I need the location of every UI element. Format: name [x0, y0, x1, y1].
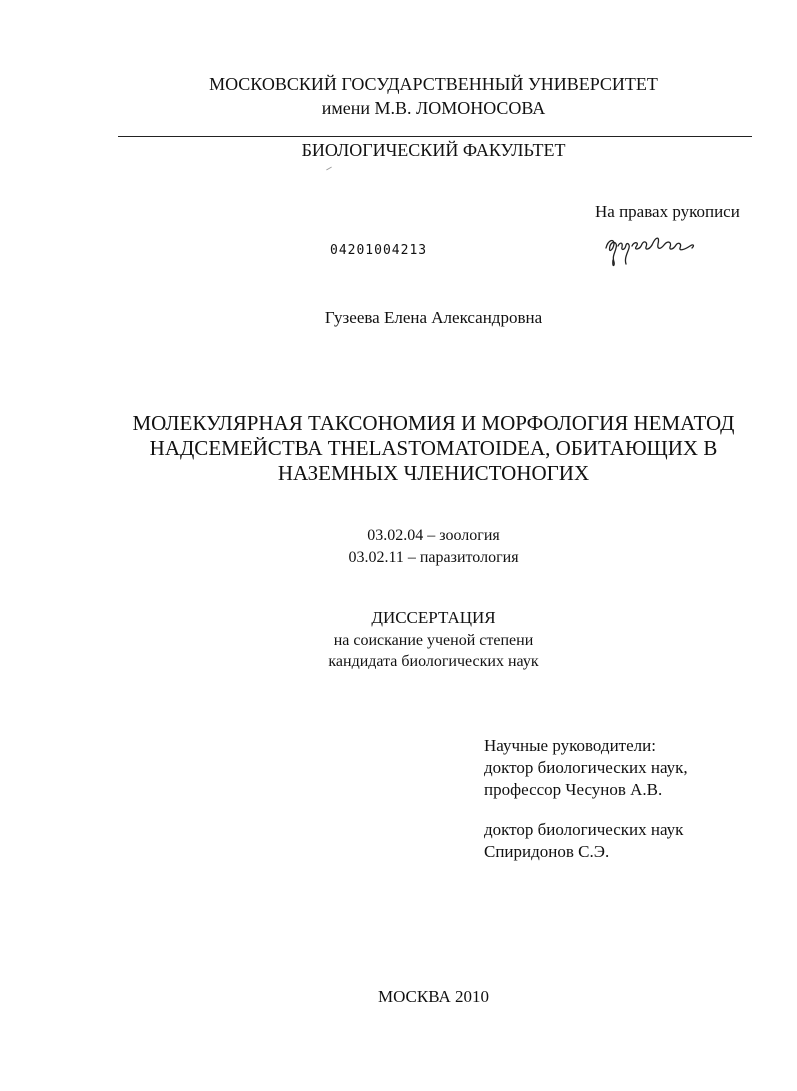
- degree-line-1: на соискание ученой степени: [333, 632, 534, 649]
- supervisor-2-degree: доктор биологических наук: [484, 820, 684, 839]
- supervisor-1-degree: доктор биологических наук,: [484, 758, 688, 777]
- supervisor-1-name: профессор Чесунов А.В.: [484, 780, 663, 799]
- signature-image: [600, 226, 700, 276]
- university-name: МОСКОВСКИЙ ГОСУДАРСТВЕННЫЙ УНИВЕРСИТЕТ: [209, 74, 658, 94]
- scan-mark: [326, 167, 332, 171]
- faculty-name: БИОЛОГИЧЕСКИЙ ФАКУЛЬТЕТ: [301, 140, 566, 160]
- manuscript-note: На правах рукописи: [595, 202, 740, 221]
- thesis-title-line-1: МОЛЕКУЛЯРНАЯ ТАКСОНОМИЯ И МОРФОЛОГИЯ НЕМАТОД: [132, 411, 735, 435]
- university-honorific: имени М.В. ЛОМОНОСОВА: [321, 98, 546, 118]
- author-signature: [600, 226, 700, 281]
- dissertation-heading: ДИССЕРТАЦИЯ: [371, 608, 496, 627]
- header-divider: [118, 136, 752, 137]
- supervisor-2-name: Спиридонов С.Э.: [484, 842, 610, 861]
- thesis-title-line-3: НАЗЕМНЫХ ЧЛЕНИСТОНОГИХ: [277, 461, 590, 485]
- catalog-code: 04201004213: [330, 243, 428, 258]
- specialty-code-1: 03.02.04 – зоология: [367, 527, 500, 544]
- city-year: МОСКВА 2010: [377, 987, 490, 1006]
- supervisors-heading: Научные руководители:: [484, 736, 656, 755]
- specialty-code-2: 03.02.11 – паразитология: [348, 549, 519, 566]
- author-name: Гузеева Елена Александровна: [324, 308, 543, 327]
- degree-line-2: кандидата биологических наук: [328, 653, 539, 670]
- thesis-title-line-2: НАДСЕМЕЙСТВА THELASTOMATOIDEA, ОБИТАЮЩИХ В: [149, 436, 718, 460]
